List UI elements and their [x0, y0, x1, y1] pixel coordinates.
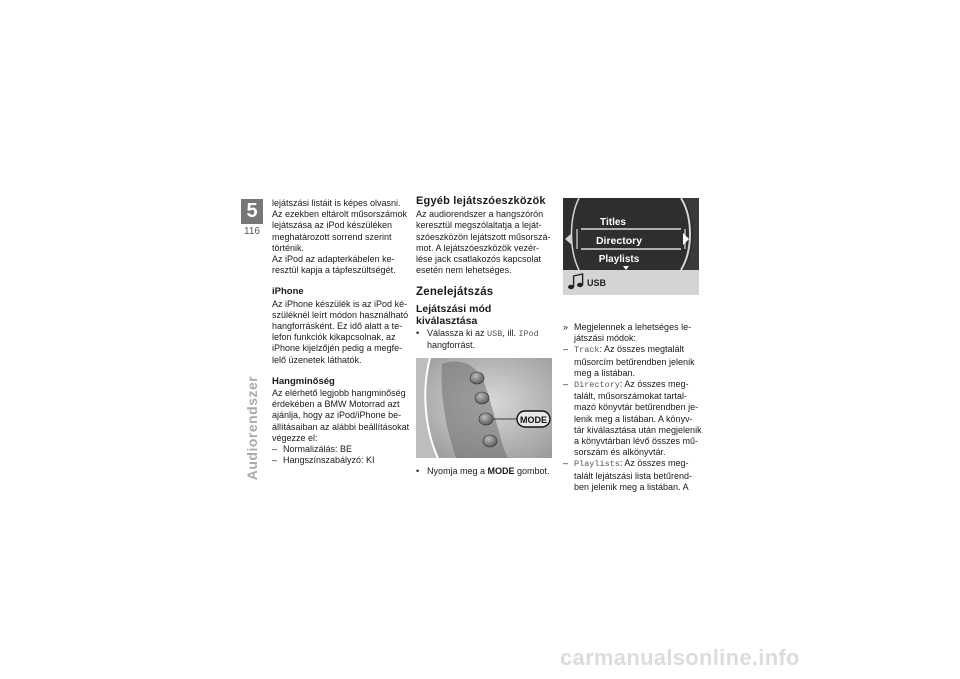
column-2: [416, 196, 556, 351]
display-item-titles: Titles: [600, 217, 626, 228]
bullet-text-pre: Nyomja meg a: [427, 466, 488, 476]
display-screenshot: [563, 198, 699, 295]
mode-directory: – Directory: Az összes meg-: [563, 379, 689, 391]
button-cluster-illustration: [416, 358, 552, 458]
intro-line: lejátszási listáit is képes olvasni.: [272, 198, 401, 208]
other-line: Az audiorendszer a hangszórón: [416, 209, 544, 220]
track-line: : Az összes megtalált: [599, 344, 685, 355]
usb-code: USB: [487, 328, 503, 339]
quality-line: Az elérhető legjobb hangminőség: [272, 388, 406, 399]
intro-line: Az ezekben eltárolt műsorszámok: [272, 209, 408, 220]
directory-code: Directory: [574, 380, 620, 391]
bullet-continuation: hangforrást.: [427, 339, 476, 350]
playlists-line: ben jelenik meg a listában. A: [574, 481, 689, 492]
page-number: 116: [244, 226, 260, 237]
mode-emphasis: MODE: [487, 466, 515, 476]
other-line: keresztül megszólaltatja a leját-: [416, 220, 542, 231]
quality-line: ajánlja, hogy az iPod/iPhone be-: [272, 410, 402, 421]
quality-line: állításaiban az alábbi beállításokat: [272, 421, 410, 432]
directory-line: talált, műsorszámokat tartal-: [574, 391, 688, 402]
display-illustration: [563, 198, 699, 295]
chapter-number: 5: [241, 199, 263, 224]
bullet-item: • Válassza ki az USB, ill. IPod: [416, 327, 539, 339]
directory-line: sorszám és alkönyvtár.: [574, 447, 666, 458]
display-source: USB: [587, 278, 607, 288]
ipod-code: IPod: [518, 328, 539, 339]
intro-line: meghatározott sorrend szerint: [272, 231, 392, 242]
iphone-line: Az iPhone készülék is az iPod ké-: [272, 298, 408, 309]
mode-heading-line: kiválasztása: [416, 314, 478, 327]
intro-line: történik.: [272, 242, 305, 253]
iphone-heading: iPhone: [272, 286, 304, 298]
track-line: meg a listában.: [574, 367, 636, 378]
column-3: [563, 322, 703, 493]
watermark: carmanualsonline.info: [560, 645, 800, 670]
column-2-bottom: [416, 466, 561, 477]
intro-line: lejátszása az iPod készüléken: [272, 220, 393, 231]
directory-line: a könyvtárban lévő összes mű-: [574, 436, 699, 447]
iphone-line: lelő üzenetek láthatók.: [272, 354, 362, 365]
quality-line: végezze el:: [272, 432, 318, 443]
result-item: » Megjelennek a lehetséges le-: [563, 322, 692, 332]
other-players-heading: Egyéb lejátszóeszközök: [416, 195, 546, 207]
intro-line: resztül kapja a tápfeszültségét.: [272, 265, 396, 276]
mode-track: – Track: Az összes megtalált: [563, 344, 685, 356]
bullet-text-pre: Válassza ki az: [427, 327, 488, 338]
iphone-line: hangforrásként. Ez idő alatt a te-: [272, 321, 403, 332]
column-1: [272, 198, 412, 466]
quality-line: érdekében a BMW Motorrad azt: [272, 399, 400, 410]
dash-item: – Hangszínszabályzó: KI: [272, 455, 375, 466]
directory-line: mazó könyvtár betűrendben je-: [574, 402, 699, 413]
dash-item: – Normalizálás: BE: [272, 444, 353, 455]
bullet-item: • Nyomja meg a MODE gombot.: [416, 466, 550, 476]
bullet-text-post: gombot.: [514, 466, 550, 476]
music-heading: Zenelejátszás: [416, 286, 494, 299]
dash-item-text: Normalizálás: BE: [283, 444, 353, 455]
section-label-text: Audiorendszer: [244, 375, 260, 481]
result-line: Megjelennek a lehetséges le-: [574, 322, 692, 332]
section-label: [242, 368, 262, 488]
other-line: szóeszközön lejátszott műsorszá-: [416, 231, 551, 242]
directory-line: : Az összes meg-: [619, 379, 689, 390]
playlists-line: talált lejátszási lista betűrend-: [574, 470, 693, 481]
playlists-code: Playlists: [574, 459, 620, 470]
track-line: műsorcím betűrendben jelenik: [574, 356, 695, 367]
bullet-text-mid: , ill.: [502, 327, 519, 338]
iphone-line: iPhone kijelzőjén pedig a megfe-: [272, 343, 403, 354]
directory-line: lenik meg a listában. A könyv-: [574, 413, 693, 424]
iphone-line: szüléknél leírt módon használható: [272, 309, 409, 320]
iphone-line: lefon funkciók kikapcsolnak, az: [272, 332, 396, 343]
other-line: lése jack csatlakozós kapcsolat: [416, 254, 542, 265]
result-line: játszási módok:: [574, 333, 637, 344]
quality-heading: Hangminőség: [272, 375, 335, 387]
display-item-playlists: Playlists: [598, 254, 640, 265]
display-item-directory: Directory: [595, 235, 643, 247]
other-line: esetén nem lehetséges.: [416, 265, 512, 276]
mode-button-label: MODE: [520, 415, 547, 425]
mode-playlists: – Playlists: Az összes meg-: [563, 458, 689, 470]
button-cluster-photo: [416, 358, 552, 458]
dash-item-text: Hangszínszabályzó: KI: [283, 455, 375, 466]
track-code: Track: [574, 345, 600, 356]
mode-heading-line: Lejátszási mód: [416, 302, 492, 315]
intro-line: Az iPod az adapterkábelen ke-: [272, 254, 395, 265]
playlists-line: : Az összes meg-: [619, 458, 689, 469]
directory-line: tár kiválasztása után megjelenik: [574, 424, 702, 435]
other-line: mot. A lejátszóeszközök vezér-: [416, 242, 540, 253]
